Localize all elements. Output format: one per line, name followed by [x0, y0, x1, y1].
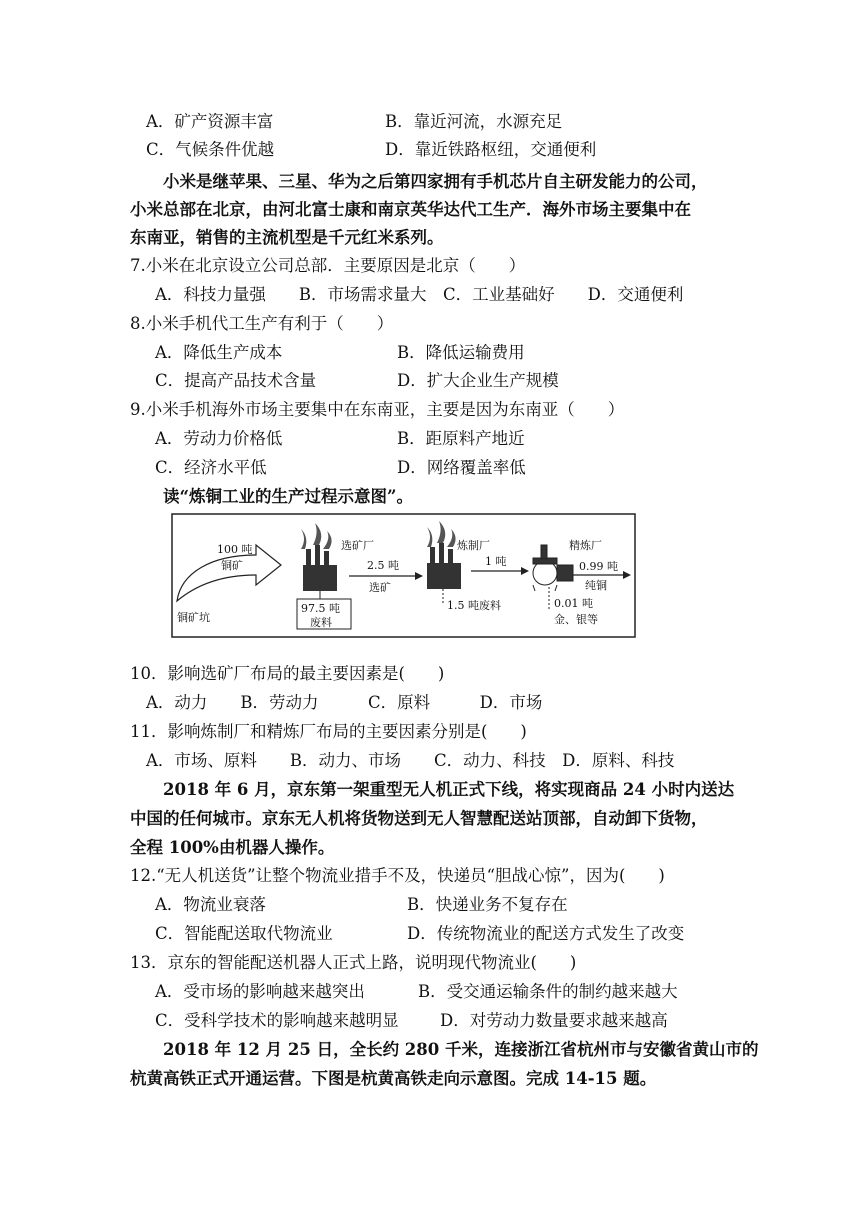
text-line: 8.小米手机代工生产有利于（ ） — [130, 314, 394, 333]
step1-label: 选矿 — [369, 581, 391, 594]
waste2-label: 1.5 吨废料 — [447, 599, 501, 612]
text-line: 11．影响炼制厂和精炼厂布局的主要因素分别是( ) — [130, 722, 527, 741]
text-line: D．网络覆盖率低 — [397, 458, 526, 477]
text-line: C．经济水平低 — [155, 458, 267, 477]
text-line: 13．京东的智能配送机器人正式上路，说明现代物流业( ) — [130, 953, 577, 972]
text-line: D．扩大企业生产规模 — [397, 371, 559, 390]
smelting-plant-label: 炼制厂 — [457, 539, 490, 552]
text-line: B．受交通运输条件的制约越来越大 — [418, 982, 678, 1001]
text-line: 2018 年 12 月 25 日，全长约 280 千米，连接浙江省杭州市与安徽省黄山市的 — [163, 1040, 759, 1059]
text-line: A．物流业衰落 — [155, 895, 266, 914]
text-line: B．降低运输费用 — [397, 343, 525, 362]
ore-amount-label: 100 吨 — [217, 543, 253, 556]
text-line: 小米是继苹果、三星、华为之后第四家拥有手机芯片自主研发能力的公司， — [163, 172, 708, 191]
byproduct-amount: 0.01 吨 — [554, 597, 593, 610]
text-line: 9.小米手机海外市场主要集中在东南亚，主要是因为东南亚（ ） — [130, 400, 625, 419]
text-line: B．快递业务不复存在 — [407, 895, 568, 914]
text-line: 中国的任何城市。京东无人机将货物送到无人智慧配送站顶部，自动卸下货物， — [130, 809, 708, 828]
waste1-amount: 97.5 吨 — [301, 602, 340, 615]
byproduct-label: 金、银等 — [554, 613, 598, 626]
copper-process-diagram — [171, 513, 636, 638]
text-line: C．受科学技术的影响越来越明显 — [155, 1011, 399, 1030]
step1-amount: 2.5 吨 — [367, 559, 399, 572]
text-line: 7.小米在北京设立公司总部．主要原因是北京（ ） — [130, 256, 526, 275]
text-line: B．靠近河流，水源充足 — [385, 112, 563, 131]
step2-amount: 1 吨 — [485, 555, 507, 568]
text-line: 12.“无人机送货”让整个物流业措手不及，快递员“胆战心惊”，因为( ) — [130, 866, 665, 885]
waste1-label: 废料 — [310, 616, 332, 629]
text-line: 2018 年 6 月，京东第一架重型无人机正式下线，将实现商品 24 小时内送达 — [163, 780, 735, 799]
text-line: A．市场、原料 B．动力、市场 C．动力、科技 D．原料、科技 — [146, 751, 675, 770]
text-line: D．传统物流业的配送方式发生了改变 — [407, 924, 685, 943]
text-line: D．靠近铁路枢纽，交通便利 — [385, 140, 597, 159]
text-line: 全程 100%由机器人操作。 — [130, 838, 335, 857]
product-label: 纯铜 — [585, 579, 607, 592]
ore-name-label: 铜矿 — [221, 559, 243, 572]
text-line: C．提高产品技术含量 — [155, 371, 317, 390]
refinery-label: 精炼厂 — [569, 539, 602, 552]
text-line: B．距原料产地近 — [397, 429, 525, 448]
text-line: A．劳动力价格低 — [155, 429, 283, 448]
text-line: 读“炼铜工业的生产过程示意图”。 — [163, 487, 413, 506]
text-line: A．降低生产成本 — [155, 343, 283, 362]
text-line: A．受市场的影响越来越突出 — [155, 982, 365, 1001]
text-line: A．科技力量强 B．市场需求量大 C．工业基础好 D．交通便利 — [155, 285, 684, 304]
text-line: 小米总部在北京，由河北富士康和南京英华达代工生产．海外市场主要集中在 — [130, 200, 691, 219]
text-line: 杭黄高铁正式开通运营。下图是杭黄高铁走向示意图。完成 14-15 题。 — [130, 1069, 657, 1088]
text-line: 东南亚，销售的主流机型是千元红米系列。 — [130, 228, 444, 247]
text-line: A．动力 B．劳动力 C．原料 D．市场 — [146, 693, 543, 712]
text-line: 10．影响选矿厂布局的最主要因素是( ) — [130, 664, 445, 683]
product-amount: 0.99 吨 — [579, 560, 618, 573]
text-line: C．智能配送取代物流业 — [155, 924, 333, 943]
mine-label: 铜矿坑 — [177, 611, 210, 624]
text-line: D．对劳动力数量要求越来越高 — [440, 1011, 668, 1030]
ore-dressing-plant-label: 选矿厂 — [341, 539, 374, 552]
text-line: C．气候条件优越 — [146, 140, 275, 159]
text-line: A．矿产资源丰富 — [146, 112, 274, 131]
